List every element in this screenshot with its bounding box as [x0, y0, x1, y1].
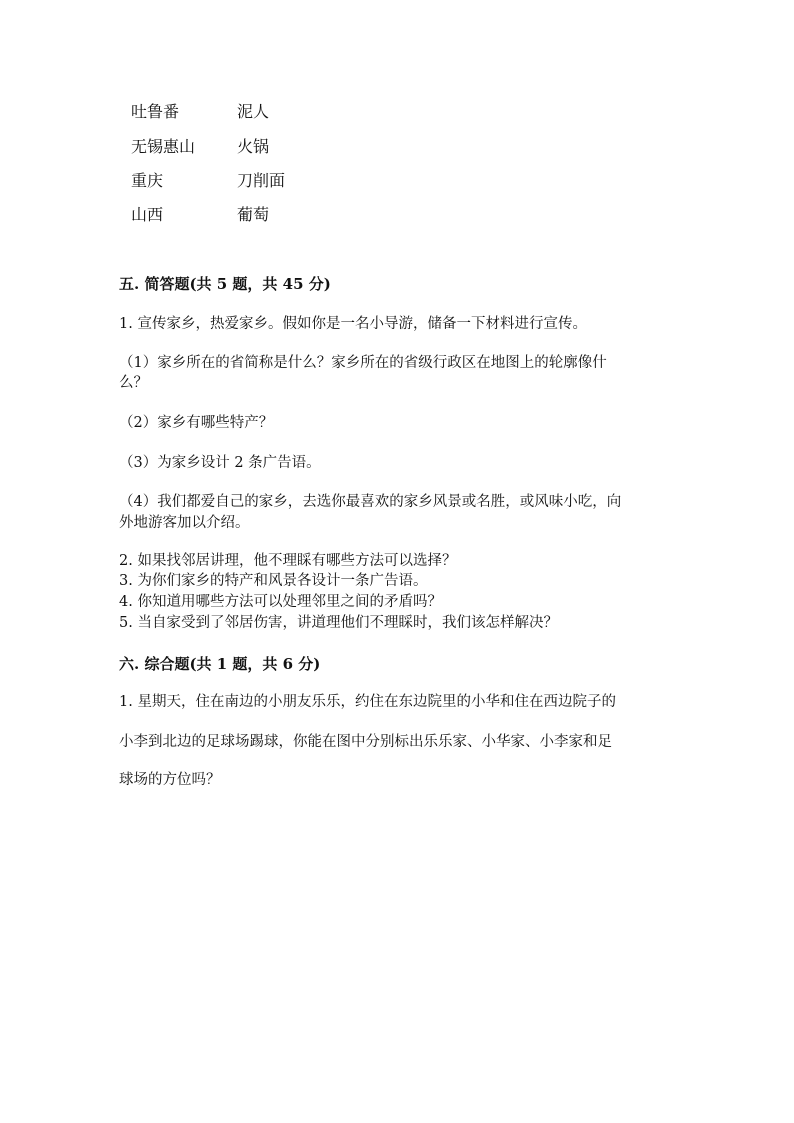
match-right-item: 泥人 [237, 102, 270, 121]
question-1-line-3: 球场的方位吗？ [119, 772, 221, 788]
question-1-line-1: 1. 星期天，住在南边的小朋友乐乐，约住在东边院里的小华和住在西边院子的 [119, 694, 616, 710]
question-1-sub-4: （4）我们都爱自己的家乡，去选你最喜欢的家乡风景或名胜，或风味小吃，向 [119, 494, 622, 510]
match-right-item: 火锅 [237, 137, 270, 156]
question-1-sub-2: （2）家乡有哪些特产？ [119, 415, 274, 431]
question-2: 2. 如果找邻居讲理，他不理睬有哪些方法可以选择？ [119, 553, 457, 569]
question-1-stem: 1. 宣传家乡，热爱家乡。假如你是一名小导游，储备一下材料进行宣传。 [119, 316, 587, 332]
section-title: 六. 综合题(共 1 题，共 6 分) [119, 655, 321, 673]
match-left-item: 无锡惠山 [131, 137, 196, 156]
question-1-line-2: 小李到北边的足球场踢球，你能在图中分别标出乐乐家、小华家、小李家和足 [119, 734, 612, 750]
match-right-item: 刀削面 [237, 171, 286, 190]
match-left-item: 重庆 [131, 171, 164, 190]
match-left-item: 山西 [131, 205, 164, 224]
question-4: 4. 你知道用哪些方法可以处理邻里之间的矛盾吗？ [119, 594, 442, 610]
question-1-sub-1-cont: 么？ [119, 375, 148, 391]
question-1-sub-1: （1）家乡所在的省简称是什么？家乡所在的省级行政区在地图上的轮廓像什 [119, 355, 607, 371]
question-3: 3. 为你们家乡的特产和风景各设计一条广告语。 [119, 573, 428, 589]
match-right-item: 葡萄 [237, 205, 270, 224]
question-1-sub-3: （3）为家乡设计 2 条广告语。 [119, 455, 321, 471]
question-1-sub-4-cont: 外地游客加以介绍。 [119, 515, 250, 531]
match-left-item: 吐鲁番 [131, 102, 180, 121]
section-title: 五. 简答题(共 5 题，共 45 分) [119, 275, 331, 293]
question-5: 5. 当自家受到了邻居伤害，讲道理他们不理睬时，我们该怎样解决？ [119, 615, 558, 631]
